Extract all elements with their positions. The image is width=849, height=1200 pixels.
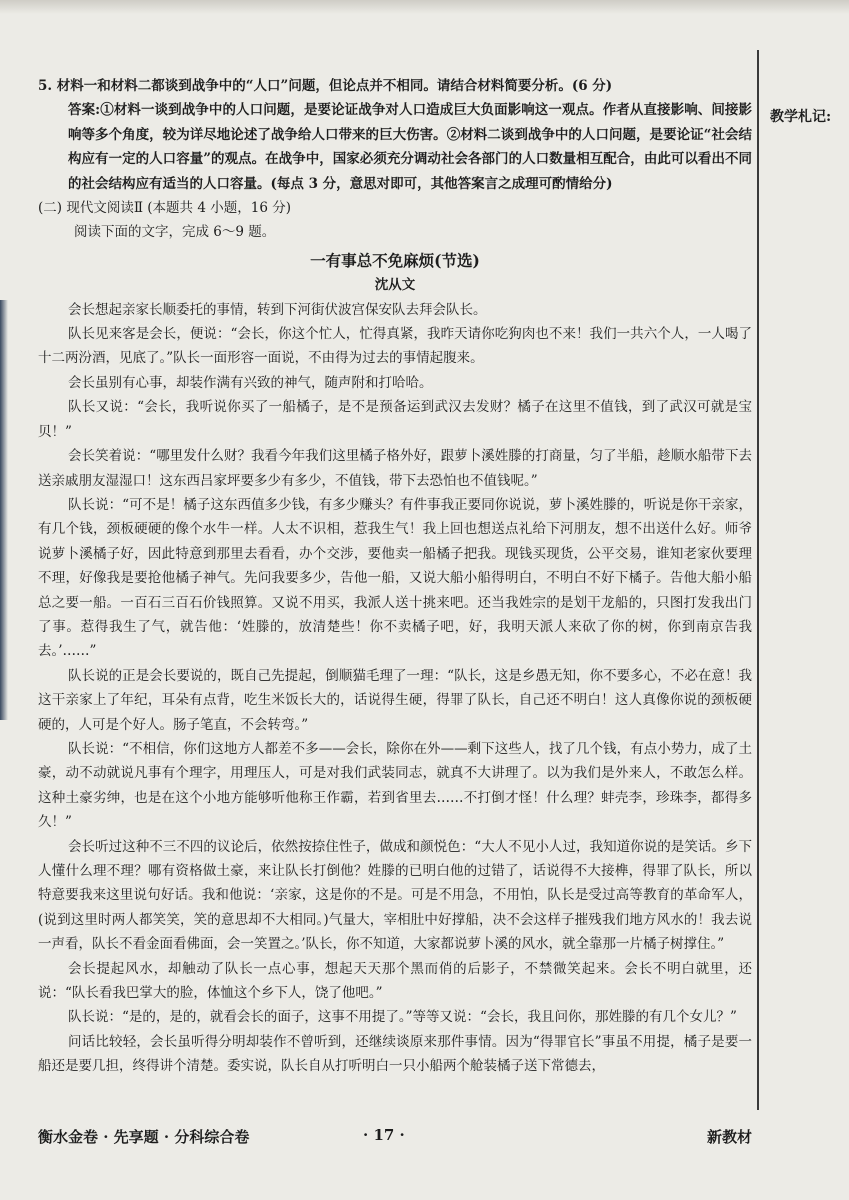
story-title: 一有事总不免麻烦(节选) (310, 250, 480, 270)
reading-instruction: 阅读下面的文字，完成 6～9 题。 (74, 224, 276, 241)
section-heading: (二) 现代文阅读Ⅱ (本题共 4 小题，16 分) (38, 200, 291, 217)
page-footer (38, 1126, 752, 1154)
story-paragraph: 会长听过这种不三不四的议论后，依然按捺住性子，做成和颜悦色：“大人不见小人过，我知道你说的是笑话。乡下人懂什么理不理？哪有资格做土豪，来让队长打倒他？姓滕的已明白他的过错了，话说得不大接榫，得罪了队长，所以特意要我来这里说句好话。我和他说：‘亲家，这是你的不是。可是不用急，不用怕，队长是受过高等教育的革命军人，(说到这里时两人都笑笑，笑的意思却不大相同。)气量大，宰相肚中好撑船，决不会这样子摧残我们地方风水的！我去说一声看，队长不看金面看佛面，会一笑置之。’队长，你不知道，大家都说萝卜溪的风水，就全靠那一片橘子树撑住。” (38, 838, 752, 953)
left-scan-shadow (0, 300, 8, 720)
story-paragraph: 队长说的正是会长要说的，既自己先提起，倒顺猫毛理了一理：“队长，这是乡愚无知，你不要多心，不必在意！我这干亲家上了年纪，耳朵有点背，吃生米饭长大的，话说得生硬，得罪了队长，自己还不明白！这人真像你说的颈板硬硬的，人可是个好人。肠子笔直，不会转弯。” (38, 667, 752, 733)
story-paragraph: 队长说：“是的，是的，就看会长的面子，这事不用提了。”等等又说：“会长，我且问你，那姓滕的有几个女儿？” (68, 1009, 737, 1026)
page-number: · 17 · (363, 1126, 405, 1144)
story-paragraph: 问话比较轻，会长虽听得分明却装作不曾听到，还继续谈原来那件事情。因为“得罪官长”事虽不用提，橘子是要一船还是要几担，终得讲个清楚。委实说，队长自从打听明白一只小船两个舱装橘子送下常德去， (38, 1033, 752, 1075)
answer-label: 答案: (68, 102, 101, 119)
story-paragraph: 队长又说：“会长，我听说你买了一船橘子，是不是预备运到武汉去发财？橘子在这里不值钱，到了武汉可就是宝贝！” (38, 399, 752, 440)
top-scan-edge (0, 0, 849, 14)
story-paragraph: 会长虽别有心事，却装作满有兴致的神气，随声附和打哈哈。 (68, 374, 433, 391)
page-content (38, 74, 752, 1079)
story-paragraph: 会长提起风水，却触动了队长一点心事，想起天天那个黑而俏的后影子，不禁微笑起来。会长不明白就里，还说：“队长看我巴掌大的脸，体恤这个乡下人，饶了他吧。” (38, 960, 752, 1002)
question-5-title: 5. 材料一和材料二都谈到战争中的“人口”问题，但论点并不相同。请结合材料简要分析。(6 分) (38, 78, 613, 94)
story-paragraph: 会长笑着说：“哪里发什么财？我看今年我们这里橘子格外好，跟萝卜溪姓滕的打商量，匀了半船，趁顺水船带下去送亲戚朋友湿湿口！这东西吕家坪要多少有多少，不值钱，带下去恐怕也不值钱呢。” (38, 448, 752, 489)
answer-text: ①材料一谈到战争中的人口问题，是要论证战争对人口造成巨大负面影响这一观点。作者从直接影响、间接影响等多个角度，较为详尽地论述了战争给人口带来的巨大伤害。②材料二谈到战争中的人口问题，是要论证“社会结构应有一定的人口容量”的观点。在战争中，国家必须充分调动社会各部门的人口数量相互配合，由此可以看出不同的社会结构应有适当的人口容量。(每点 3 分，意思对即可，其他答案言之成理可酌情给分) (68, 102, 753, 192)
story-paragraph: 队长见来客是会长，便说：“会长，你这个忙人，忙得真紧，我昨天请你吃狗肉也不来！我们一共六个人，一人喝了十二两汾酒，见底了。”队长一面形容一面说，不由得为过去的事情起腹来。 (38, 326, 752, 367)
margin-divider (757, 50, 759, 1110)
teaching-notes-label: 教学札记: (770, 109, 832, 125)
story-author: 沈从文 (374, 277, 416, 294)
story-paragraph: 队长说：“可不是！橘子这东西值多少钱，有多少赚头？有件事我正要同你说说，萝卜溪姓滕的，听说是你干亲家，有几个钱，颈板硬硬的像个水牛一样。人太不识相，惹我生气！我上回也想送点礼给下河朋友，想不出送什么好。师爷说萝卜溪橘子好，因此特意到那里去看看，办个交涉，要他卖一船橘子把我。现钱买现货，公平交易，谁知老家伙要理不理，好像我是要抢他橘子神气。先问我要多少，告他一船，又说大船小船得明白，不明白不好下橘子。告他大船小船总之要一船。一百石三百石价钱照算。又说不用买，我派人送十挑来吧。还当我姓宗的是划干龙船的，只图打发我出门了事。惹得我生了气，就告他：‘姓滕的，放清楚些！你不卖橘子吧，好，我明天派人来砍了你的树，你到南京告我去。’……” (38, 496, 752, 660)
footer-series-title: 衡水金卷 · 先享题 · 分科综合卷 (38, 1128, 250, 1146)
story-paragraph: 队长说：“不相信，你们这地方人都差不多——会长，除你在外——剩下这些人，找了几个钱，有点小势力，成了土豪，动不动就说凡事有个理字，用理压人，可是对我们武装同志，就真不大讲理了。以为我们是外来人，不敢怎么样。这种土豪劣绅，也是在这个小地方能够听他称王作霸，若到省里去……不打倒才怪！什么理？蚌壳李，珍珠李，都得多久！” (38, 740, 752, 831)
question-5-answer (38, 98, 752, 196)
footer-edition: 新教材 (706, 1128, 752, 1146)
story-paragraph: 会长想起亲家长顺委托的事情，转到下河街伏波宫保安队去拜会队长。 (68, 301, 487, 318)
